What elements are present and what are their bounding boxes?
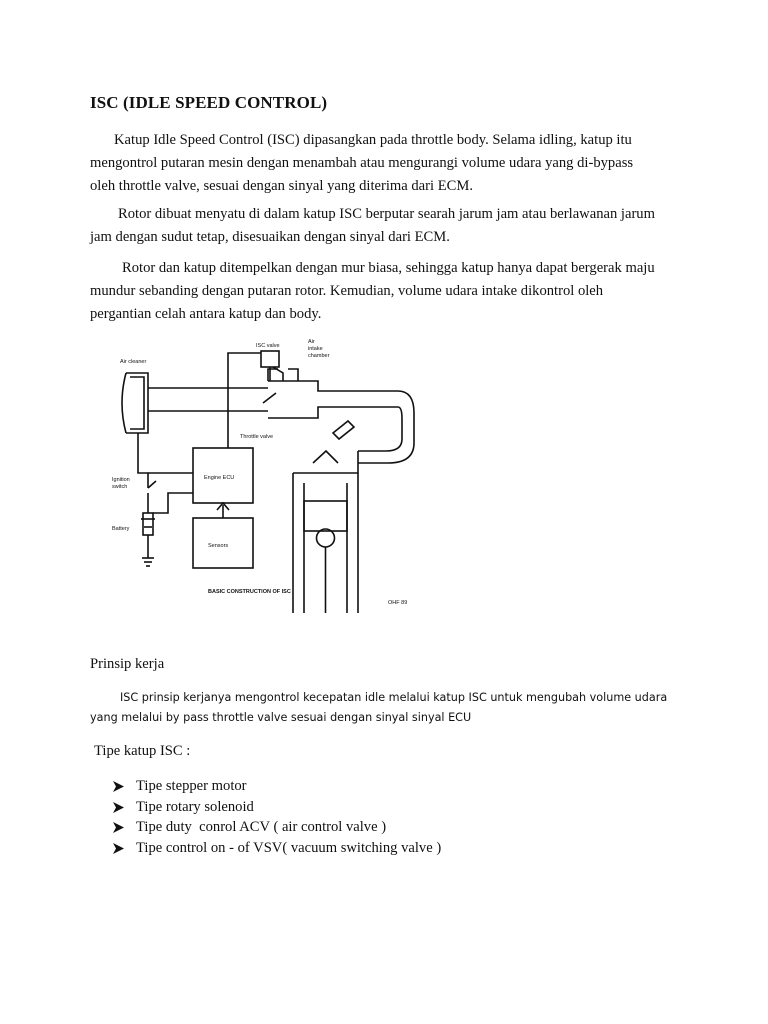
paragraph-3 bbox=[90, 257, 680, 326]
types-title: Tipe katup ISC : bbox=[94, 743, 191, 759]
arrow-bullet-icon bbox=[112, 821, 125, 834]
paragraph-1 bbox=[90, 129, 680, 198]
label-sensors: Sensors bbox=[208, 543, 229, 549]
paragraph-line: mengontrol putaran mesin dengan menambah atau mengurangi volume udara yang di-bypass bbox=[90, 155, 634, 171]
principle-line: ISC prinsip kerjanya mengontrol kecepatan idle melalui katup ISC untuk mengubah volume udara bbox=[120, 691, 668, 704]
section-title-prinsip-kerja: Prinsip kerja bbox=[90, 656, 165, 672]
paragraph-line: Rotor dibuat menyatu di dalam katup ISC berputar searah jarum jam atau berlawanan jarum bbox=[118, 206, 655, 222]
figure-caption: BASIC CONSTRUCTION OF ISC bbox=[208, 589, 291, 595]
label-air-intake-1: Air bbox=[308, 339, 315, 345]
list-item-text: Tipe duty conrol ACV ( air control valve ) bbox=[136, 819, 387, 835]
arrow-bullet-icon bbox=[112, 780, 125, 793]
principle-line: yang melalui by pass throttle valve sesuai dengan sinyal sinyal ECU bbox=[90, 711, 472, 724]
label-throttle-valve: Throttle valve bbox=[240, 434, 274, 440]
list-item-text: Tipe rotary solenoid bbox=[136, 798, 254, 815]
paragraph-line: Rotor dan katup ditempelkan dengan mur biasa, sehingga katup hanya dapat bergerak maju bbox=[122, 260, 655, 276]
figure-code: OHF 89 bbox=[388, 600, 408, 606]
paragraph-line: oleh throttle valve, sesuai dengan sinyal yang diterima dari ECM. bbox=[90, 178, 473, 194]
label-air-intake-3: chamber bbox=[308, 353, 330, 359]
paragraph-line: pergantian celah antara katup dan body. bbox=[90, 306, 322, 322]
list-item bbox=[112, 776, 441, 797]
label-isc-valve: ISC valve bbox=[256, 343, 280, 349]
list-item bbox=[112, 797, 441, 818]
list-item bbox=[112, 817, 441, 838]
label-battery: Battery bbox=[112, 526, 130, 532]
paragraph-line: jam dengan sudut tetap, disesuaikan dengan sinyal dari ECM. bbox=[90, 229, 450, 245]
document-title: ISC (IDLE SPEED CONTROL) bbox=[90, 93, 328, 112]
list-item-text: Tipe control on - of VSV( vacuum switching valve ) bbox=[136, 839, 442, 856]
paragraph-line: Katup Idle Speed Control (ISC) dipasangkan pada throttle body. Selama idling, katup itu bbox=[114, 132, 632, 148]
label-ignition-1: Ignition bbox=[112, 477, 130, 483]
paragraph-2 bbox=[90, 203, 680, 249]
types-list bbox=[112, 776, 441, 858]
label-ignition-2: switch bbox=[112, 484, 128, 490]
list-item bbox=[112, 838, 441, 859]
label-engine-ecu: Engine ECU bbox=[204, 475, 235, 481]
arrow-bullet-icon bbox=[112, 842, 125, 855]
label-air-cleaner: Air cleaner bbox=[120, 359, 147, 365]
list-item-text: Tipe stepper motor bbox=[136, 778, 247, 794]
isc-construction-diagram bbox=[108, 333, 428, 613]
principle-paragraph bbox=[90, 688, 667, 728]
paragraph-line: mundur sebanding dengan putaran rotor. Kemudian, volume udara intake dikontrol oleh bbox=[90, 283, 604, 299]
label-air-intake-2: intake bbox=[308, 346, 323, 352]
arrow-bullet-icon bbox=[112, 801, 125, 814]
